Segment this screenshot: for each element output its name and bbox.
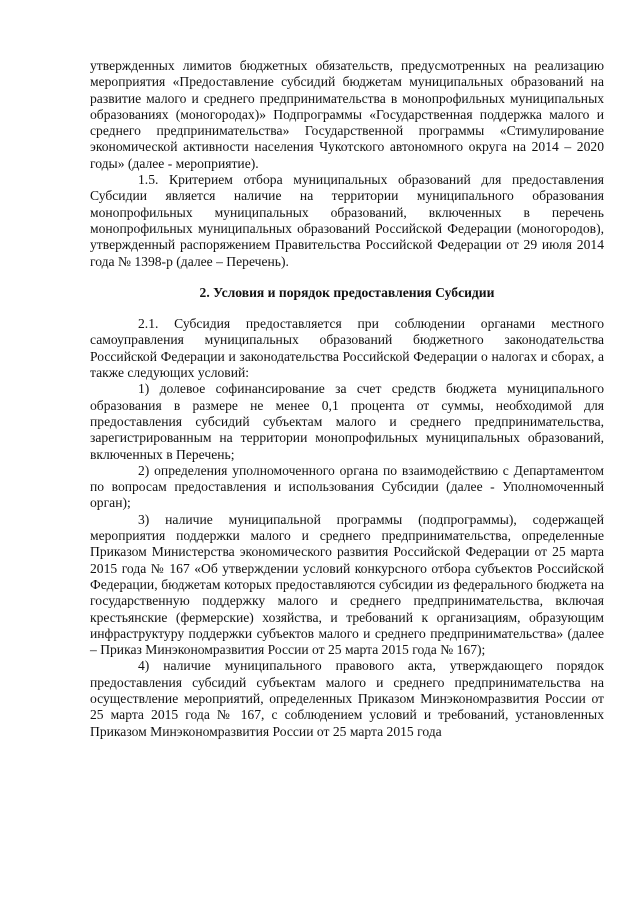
paragraph-item-3: 3) наличие муниципальной программы (подпрограммы), содержащей мероприятия поддержки малого и среднего предпринимательства, определенные Приказом Министерства экономического развития Российской Федерации от 25 марта 2015 года № 167 «Об утверждении условий конкурсного отбора субъектов Российской Федерации, бюджетам которых предоставляются субсидии из федерального бюджета на государственную поддержку малого и среднего предпринимательства, включая крестьянские (фермерские) хозяйства, и требований к организациям, образующим инфраструктуру поддержки субъектов малого и среднего предпринимательства» (далее – Приказ Минэкономразвития России от 25 марта 2015 года № 167); <box>90 511 604 658</box>
document-body <box>90 58 604 740</box>
section-heading: 2. Условия и порядок предоставления Субсидии <box>199 284 495 300</box>
paragraph-item-1: 1) долевое софинансирование за счет средств бюджета муниципального образования в размере не менее 0,1 процента от суммы, необходимой для предоставления субсидий субъектам малого и среднего предпринимательства, зарегистрированным на территории монопрофильных муниципальных образований, включенных в Перечень; <box>90 381 604 462</box>
paragraph-continuation: утвержденных лимитов бюджетных обязательств, предусмотренных на реализацию мероприятия «Предоставление субсидий бюджетам муниципальных образований на развитие малого и среднего предпринимательства в монопрофильных муниципальных образованиях (моногородах)» Подпрограммы «Государственная поддержка малого и среднего предпринимательства» Государственной программы «Стимулирование экономической активности населения Чукотского автономного округа на 2014 – 2020 годы» (далее - мероприятие). <box>90 58 604 171</box>
paragraph-1-5: 1.5. Критерием отбора муниципальных образований для предоставления Субсидии является наличие на территории муниципального образования монопрофильных муниципальных образований, включенных в перечень монопрофильных муниципальных образований Российской Федерации (моногородов), утвержденный распоряжением Правительства Российской Федерации от 29 июля 2014 года № 1398-р (далее – Перечень). <box>90 172 604 269</box>
paragraph-item-4: 4) наличие муниципального правового акта, утверждающего порядок предоставления субсидий субъектам малого и среднего предпринимательства на осуществление мероприятий, определенных Приказом Минэкономразвития России от 25 марта 2015 года № 167, с соблюдением условий и требований, установленных Приказом Минэкономразвития России от 25 марта 2015 года <box>90 658 604 739</box>
paragraph-2-1: 2.1. Субсидия предоставляется при соблюдении органами местного самоуправления муниципальных образований бюджетного законодательства Российской Федерации и законодательства Российской Федерации о налогах и сборах, а также следующих условий: <box>90 316 604 381</box>
paragraph-item-2: 2) определения уполномоченного органа по взаимодействию с Департаментом по вопросам предоставления и использования Субсидии (далее - Уполномоченный орган); <box>90 462 604 511</box>
